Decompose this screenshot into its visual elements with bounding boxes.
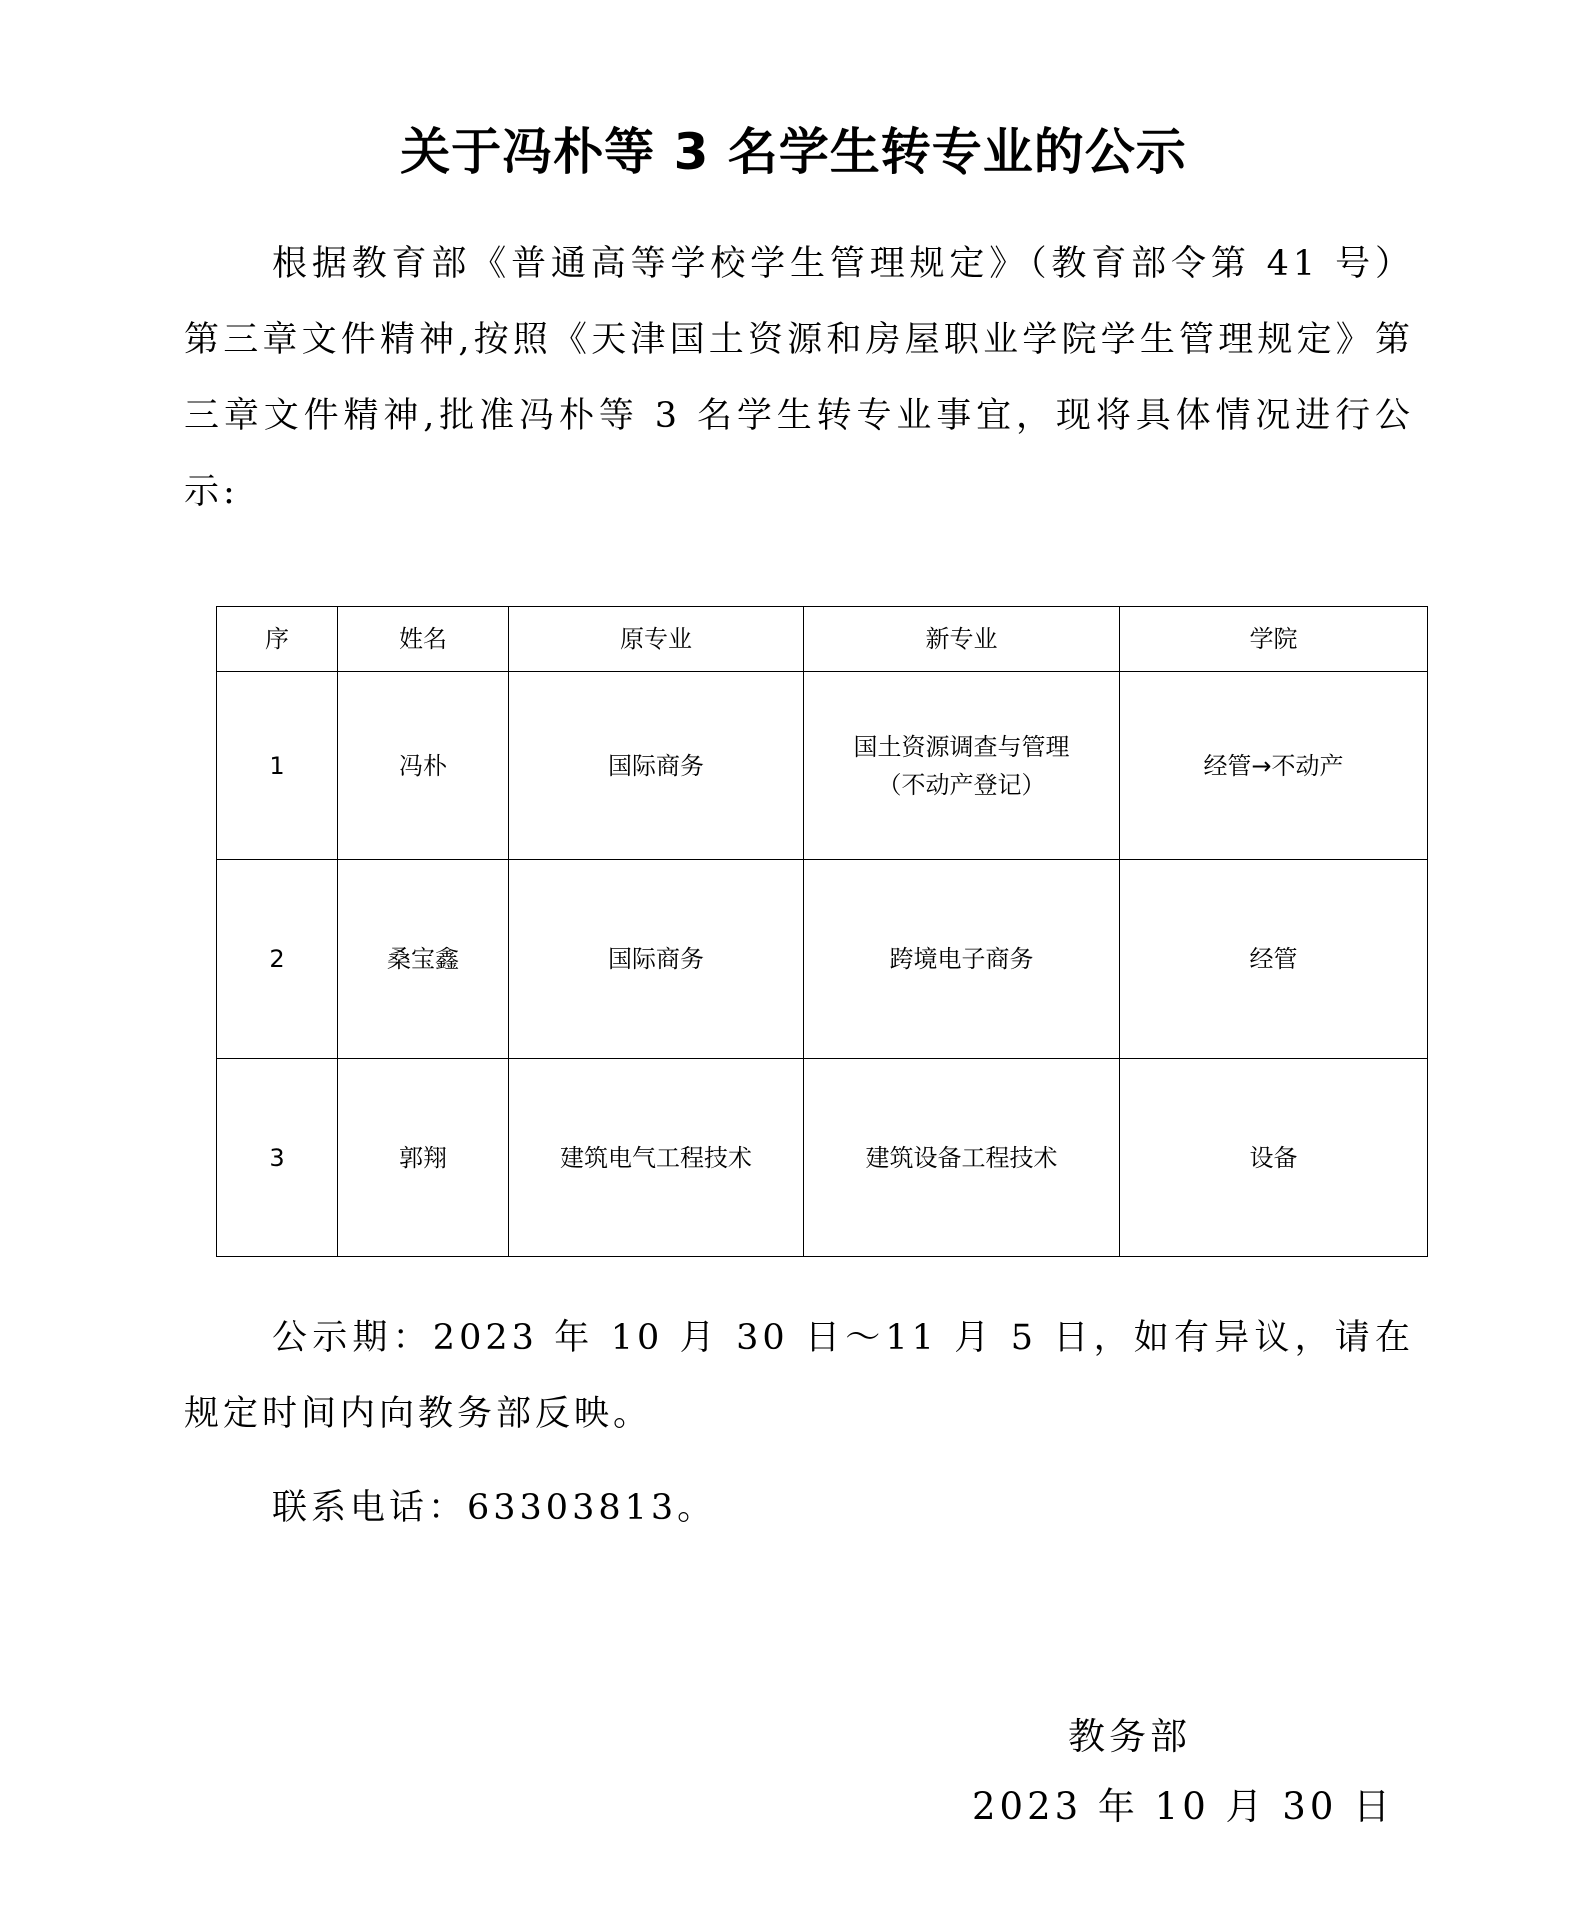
cell-old-major: 建筑电气工程技术 (509, 1059, 804, 1257)
header-name: 姓名 (338, 607, 509, 672)
new-major-line2: （不动产登记） (877, 770, 1046, 799)
table-row (217, 860, 1428, 1059)
cell-new-major: 建筑设备工程技术 (804, 1059, 1120, 1257)
header-old-major: 原专业 (509, 607, 804, 672)
document-title: 关于冯朴等 3 名学生转专业的公示 (400, 123, 1187, 181)
cell-name: 桑宝鑫 (338, 860, 509, 1059)
table-header-row (217, 607, 1428, 672)
new-major-line1: 国土资源调查与管理 (853, 732, 1070, 761)
header-new-major: 新专业 (804, 607, 1120, 672)
cell-no: 3 (217, 1059, 338, 1257)
cell-college: 经管 (1120, 860, 1428, 1059)
cell-new-major (804, 672, 1120, 860)
table-row (217, 1059, 1428, 1257)
signature-date: 2023 年 10 月 30 日 (972, 1785, 1395, 1828)
signature-department: 教务部 (1068, 1715, 1191, 1758)
cell-old-major: 国际商务 (509, 860, 804, 1059)
cell-college: 设备 (1120, 1059, 1428, 1257)
cell-name: 冯朴 (338, 672, 509, 860)
header-college: 学院 (1120, 607, 1428, 672)
cell-old-major: 国际商务 (509, 672, 804, 860)
transfer-table (216, 606, 1428, 1257)
cell-no: 1 (217, 672, 338, 860)
intro-paragraph: 根据教育部《普通高等学校学生管理规定》（教育部令第 41 号）第三章文件精神,按照《天津国土资源和房屋职业学院学生管理规定》第三章文件精神,批准冯朴等 3 名学生转专业事宜，现将具体情况进行公示: (184, 244, 1414, 512)
cell-name: 郭翔 (338, 1059, 509, 1257)
cell-new-major: 跨境电子商务 (804, 860, 1120, 1059)
cell-college: 经管→不动产 (1120, 672, 1428, 860)
period-paragraph: 公示期：2023 年 10 月 30 日～11 月 5 日，如有异议，请在规定时间内向教务部反映。 (184, 1318, 1414, 1434)
table-row (217, 672, 1428, 860)
contact-line: 联系电话：63303813。 (272, 1488, 717, 1528)
cell-no: 2 (217, 860, 338, 1059)
header-no: 序 (217, 607, 338, 672)
